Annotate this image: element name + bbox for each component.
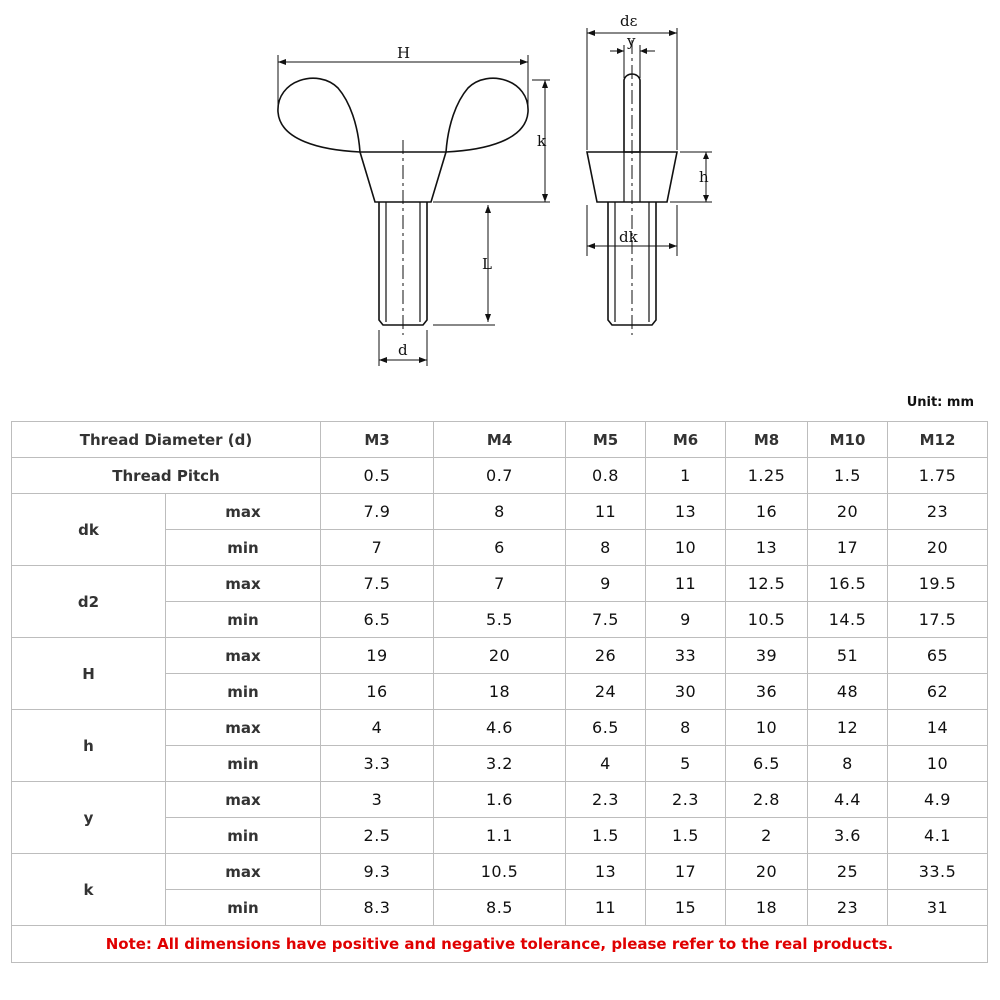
limit-label: min: [166, 602, 321, 638]
pitch-row: [12, 458, 988, 494]
table-body: [12, 422, 988, 963]
param-value: 8: [566, 530, 646, 566]
param-row-H-max: [12, 638, 988, 674]
pitch-value: 1.75: [888, 458, 988, 494]
thread-pitch-label: Thread Pitch: [12, 458, 321, 494]
pitch-value: 1.25: [726, 458, 808, 494]
param-value: 2.3: [566, 782, 646, 818]
limit-label: min: [166, 530, 321, 566]
param-value: 23: [808, 890, 888, 926]
param-value: 3.6: [808, 818, 888, 854]
param-value: 2.5: [321, 818, 434, 854]
param-value: 24: [566, 674, 646, 710]
param-value: 51: [808, 638, 888, 674]
param-value: 4.9: [888, 782, 988, 818]
param-row-y-max: [12, 782, 988, 818]
param-value: 4: [566, 746, 646, 782]
param-value: 1.5: [566, 818, 646, 854]
param-value: 9: [646, 602, 726, 638]
unit-label: Unit: mm: [906, 395, 974, 410]
param-value: 18: [434, 674, 566, 710]
pitch-value: 1.5: [808, 458, 888, 494]
param-value: 2.3: [646, 782, 726, 818]
param-name: d2: [12, 566, 166, 638]
param-value: 2: [726, 818, 808, 854]
limit-label: min: [166, 890, 321, 926]
param-value: 7.5: [321, 566, 434, 602]
param-value: 7.9: [321, 494, 434, 530]
param-value: 10: [888, 746, 988, 782]
limit-label: max: [166, 854, 321, 890]
param-value: 11: [646, 566, 726, 602]
param-value: 36: [726, 674, 808, 710]
limit-label: max: [166, 782, 321, 818]
param-value: 6.5: [726, 746, 808, 782]
param-value: 14: [888, 710, 988, 746]
param-value: 20: [726, 854, 808, 890]
note-row: [12, 926, 988, 963]
param-value: 20: [888, 530, 988, 566]
param-value: 2.8: [726, 782, 808, 818]
param-value: 33.5: [888, 854, 988, 890]
param-value: 23: [888, 494, 988, 530]
pitch-value: 0.7: [434, 458, 566, 494]
label-k: k: [537, 132, 547, 150]
size-header: M4: [434, 422, 566, 458]
param-value: 30: [646, 674, 726, 710]
param-value: 25: [808, 854, 888, 890]
param-value: 6: [434, 530, 566, 566]
param-row-h-max: [12, 710, 988, 746]
param-value: 17: [808, 530, 888, 566]
label-H: H: [397, 44, 411, 62]
limit-label: min: [166, 674, 321, 710]
param-value: 11: [566, 890, 646, 926]
param-value: 7: [434, 566, 566, 602]
size-header: M6: [646, 422, 726, 458]
param-value: 33: [646, 638, 726, 674]
param-value: 7: [321, 530, 434, 566]
pitch-value: 0.5: [321, 458, 434, 494]
param-value: 1.6: [434, 782, 566, 818]
param-value: 11: [566, 494, 646, 530]
param-row-d2-max: [12, 566, 988, 602]
param-name: dk: [12, 494, 166, 566]
label-y: y: [627, 32, 636, 50]
param-value: 8: [434, 494, 566, 530]
size-header: M5: [566, 422, 646, 458]
param-value: 20: [434, 638, 566, 674]
param-value: 6.5: [566, 710, 646, 746]
param-value: 1.1: [434, 818, 566, 854]
param-value: 5: [646, 746, 726, 782]
param-value: 8: [808, 746, 888, 782]
limit-label: max: [166, 638, 321, 674]
size-header: M12: [888, 422, 988, 458]
param-value: 13: [646, 494, 726, 530]
label-h: h: [699, 168, 709, 186]
param-value: 4: [321, 710, 434, 746]
thread-diameter-header: Thread Diameter (d): [12, 422, 321, 458]
param-value: 65: [888, 638, 988, 674]
param-value: 31: [888, 890, 988, 926]
param-value: 20: [808, 494, 888, 530]
param-value: 4.6: [434, 710, 566, 746]
pitch-value: 0.8: [566, 458, 646, 494]
param-value: 10: [646, 530, 726, 566]
param-value: 14.5: [808, 602, 888, 638]
size-header: M8: [726, 422, 808, 458]
param-value: 16: [726, 494, 808, 530]
front-view: [278, 44, 550, 366]
size-header: M3: [321, 422, 434, 458]
param-value: 19: [321, 638, 434, 674]
header-row: [12, 422, 988, 458]
param-name: H: [12, 638, 166, 710]
param-value: 8.3: [321, 890, 434, 926]
param-value: 19.5: [888, 566, 988, 602]
param-name: h: [12, 710, 166, 782]
param-value: 3.3: [321, 746, 434, 782]
side-view: [587, 12, 712, 335]
param-value: 15: [646, 890, 726, 926]
param-value: 3.2: [434, 746, 566, 782]
param-value: 16: [321, 674, 434, 710]
label-dk: dk: [619, 228, 638, 246]
param-value: 4.4: [808, 782, 888, 818]
param-value: 48: [808, 674, 888, 710]
limit-label: min: [166, 818, 321, 854]
pitch-value: 1: [646, 458, 726, 494]
param-value: 16.5: [808, 566, 888, 602]
wing-screw-drawing: [0, 0, 1000, 395]
param-value: 10.5: [434, 854, 566, 890]
label-d: d: [398, 341, 408, 359]
param-value: 10.5: [726, 602, 808, 638]
limit-label: max: [166, 494, 321, 530]
param-value: 18: [726, 890, 808, 926]
param-value: 62: [888, 674, 988, 710]
right-wing: [446, 78, 528, 152]
param-value: 8.5: [434, 890, 566, 926]
param-value: 1.5: [646, 818, 726, 854]
tolerance-note: Note: All dimensions have positive and negative tolerance, please refer to the real products.: [12, 926, 988, 963]
param-value: 17: [646, 854, 726, 890]
param-value: 39: [726, 638, 808, 674]
param-row-k-max: [12, 854, 988, 890]
limit-label: max: [166, 566, 321, 602]
label-L: L: [482, 255, 492, 273]
param-value: 13: [566, 854, 646, 890]
param-value: 17.5: [888, 602, 988, 638]
size-header: M10: [808, 422, 888, 458]
param-value: 12: [808, 710, 888, 746]
param-name: k: [12, 854, 166, 926]
param-value: 13: [726, 530, 808, 566]
param-value: 10: [726, 710, 808, 746]
param-value: 4.1: [888, 818, 988, 854]
limit-label: min: [166, 746, 321, 782]
param-value: 3: [321, 782, 434, 818]
param-value: 8: [646, 710, 726, 746]
param-value: 12.5: [726, 566, 808, 602]
param-value: 9: [566, 566, 646, 602]
param-row-dk-max: [12, 494, 988, 530]
param-value: 7.5: [566, 602, 646, 638]
param-value: 5.5: [434, 602, 566, 638]
label-d2: dɛ: [620, 12, 638, 30]
param-value: 6.5: [321, 602, 434, 638]
left-wing: [278, 78, 360, 152]
param-value: 26: [566, 638, 646, 674]
specification-table: [11, 421, 988, 963]
param-name: y: [12, 782, 166, 854]
limit-label: max: [166, 710, 321, 746]
param-value: 9.3: [321, 854, 434, 890]
